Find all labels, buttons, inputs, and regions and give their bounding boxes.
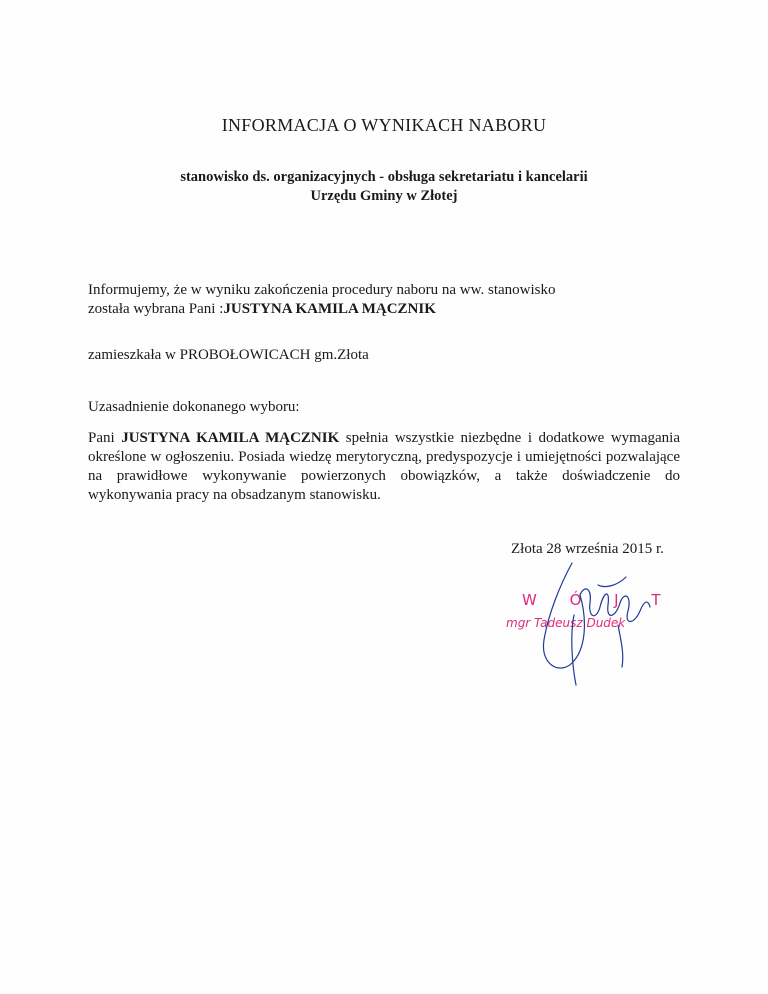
stamp-and-signature (500, 555, 680, 690)
position-subtitle (0, 168, 768, 206)
place-date: Złota 28 września 2015 r. (511, 541, 664, 557)
residence-line: zamieszkała w PROBOŁOWICACH gm.Złota (88, 347, 369, 363)
justification-paragraph (88, 429, 680, 505)
stamp-line-2: mgr Tadeusz Dudek (506, 616, 626, 630)
subtitle-line-1: stanowisko ds. organizacyjnych - obsługa sekretariatu i kancelarii (180, 169, 588, 185)
intro-paragraph (88, 281, 680, 319)
document-title: INFORMACJA O WYNIKACH NABORU (221, 115, 547, 135)
stamp-line-1: W Ó J T (522, 591, 675, 609)
candidate-name: JUSTYNA KAMILA MĄCZNIK (223, 301, 436, 317)
intro-line-2 (88, 300, 680, 319)
justification-heading: Uzasadnienie dokonanego wyboru: (88, 399, 300, 415)
intro-line-1: Informujemy, że w wyniku zakończenia procedury naboru na ww. stanowisko (88, 282, 556, 298)
subtitle-line-2: Urzędu Gminy w Złotej (310, 188, 458, 204)
justification-body: spełnia wszystkie niezbędne i dodatkowe wymagania określone w ogłoszeniu. Posiada wiedzę merytoryczną, predyspozycje i umiejętności pozwalające na prawidłowe wykonywanie powierzonych obowiązków, a także doświadczenie do wykonywania pracy na obsadzanym stanowisku. (88, 430, 680, 503)
justification-candidate-name: JUSTYNA KAMILA MĄCZNIK (121, 430, 340, 446)
intro-line-2-prefix: została wybrana Pani : (88, 301, 224, 317)
justification-prefix: Pani (88, 430, 122, 446)
